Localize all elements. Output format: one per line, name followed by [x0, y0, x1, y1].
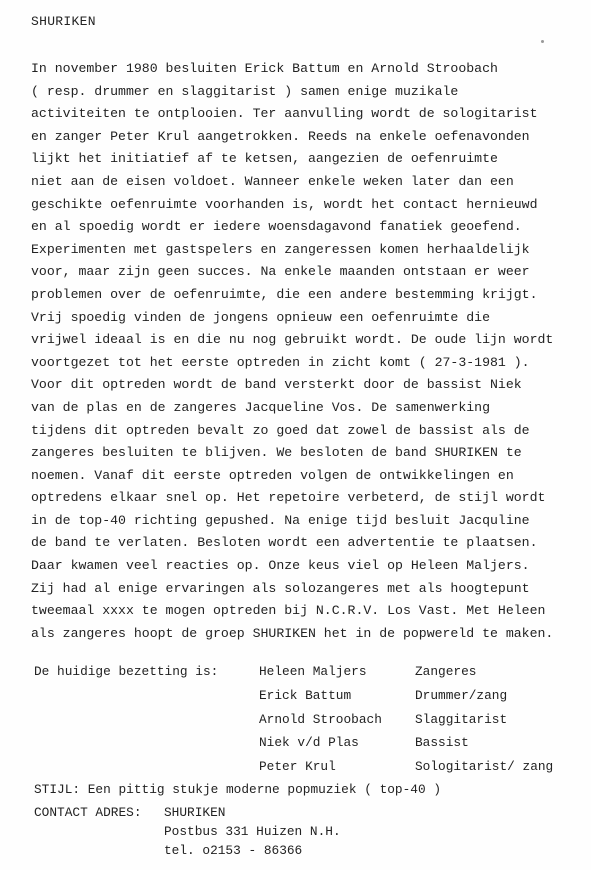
lineup-row: [34, 759, 574, 783]
body-line: van de plas en de zangeres Jacqueline Vos. De samenwerking: [31, 399, 490, 415]
member-name: Arnold Stroobach: [259, 711, 382, 727]
lineup-row: [34, 712, 574, 736]
lineup-row: [34, 664, 574, 688]
body-line: Voor dit optreden wordt de band versterkt door de bassist Niek: [31, 377, 522, 393]
body-line: vrijwel ideaal is en die nu nog gebruikt wordt. De oude lijn wordt: [31, 332, 554, 348]
member-name: Peter Krul: [259, 759, 336, 775]
member-role: Zangeres: [415, 664, 477, 679]
body-line: zangeres besluiten te blijven. We besloten de band SHURIKEN te: [31, 445, 522, 461]
body-line: tweemaal xxxx te mogen optreden bij N.C.R.V. Los Vast. Met Heleen: [31, 603, 546, 619]
body-line: voortgezet tot het eerste optreden in zicht komt ( 27-3-1981 ).: [31, 354, 530, 370]
body-line: lijkt het initiatief af te ketsen, aangezien de oefenruimte: [31, 151, 498, 167]
body-line: Experimenten met gastspelers en zangeressen komen herhaaldelijk: [31, 241, 530, 257]
body-line: optredens elkaar snel op. Het repetoire verbeterd, de stijl wordt: [31, 490, 546, 506]
member-role: Drummer/zang: [415, 687, 508, 703]
contact-line: tel. o2153 - 86366: [164, 843, 303, 858]
body-line: voor, maar zijn geen succes. Na enkele maanden ontstaan er weer: [31, 264, 530, 280]
lineup-intro: De huidige bezetting is:: [34, 664, 219, 679]
body-line: geschikte oefenruimte voorhanden is, wordt het contact hernieuwd: [31, 196, 538, 212]
lineup-row: [34, 688, 574, 712]
member-role: Bassist: [415, 735, 469, 751]
body-line: Vrij spoedig vinden de jongens opnieuw een oefenruimte die: [31, 309, 490, 325]
body-line: in de top-40 richting gepushed. Na enige tijd besluit Jacquline: [31, 512, 530, 528]
body-line: als zangeres hoopt de groep SHURIKEN het in de popwereld te maken.: [31, 625, 554, 641]
member-name: Niek v/d Plas: [259, 735, 359, 751]
body-line: ( resp. drummer en slaggitarist ) samen enige muzikale: [31, 83, 459, 99]
body-line: tijdens dit optreden bevalt zo goed dat zowel de bassist als de: [31, 422, 530, 438]
lineup-section: [34, 664, 574, 783]
body-line: niet aan de eisen voldoet. Wanneer enkele weken later dan een: [31, 173, 514, 189]
member-name: Erick Battum: [259, 687, 352, 703]
body-line: noemen. Vanaf dit eerste optreden volgen de ontwikkelingen en: [31, 467, 514, 483]
body-line: activiteiten te ontplooien. Ter aanvulling wordt de sologitarist: [31, 106, 538, 122]
body-paragraph: [31, 58, 576, 645]
body-line: Zij had al enige ervaringen als solozangeres met als hoogtepunt: [31, 580, 530, 596]
scan-speck: [541, 40, 544, 43]
lineup-row: [34, 735, 574, 759]
body-line: Daar kwamen veel reacties op. Onze keus viel op Heleen Maljers.: [31, 558, 530, 574]
body-line: In november 1980 besluiten Erick Battum en Arnold Stroobach: [31, 61, 498, 76]
member-role: Sologitarist/ zang: [415, 759, 554, 775]
body-line: en zanger Peter Krul aangetrokken. Reeds na enkele oefenavonden: [31, 128, 530, 144]
contact-label: CONTACT ADRES:: [34, 805, 142, 820]
body-line: en al spoedig wordt er iedere woensdagavond fanatiek geoefend.: [31, 219, 522, 235]
style-description: STIJL: Een pittig stukje moderne popmuziek ( top-40 ): [34, 782, 442, 797]
member-name: Heleen Maljers: [259, 664, 367, 679]
contact-line: SHURIKEN: [164, 805, 226, 820]
contact-line: Postbus 331 Huizen N.H.: [164, 824, 341, 839]
member-role: Slaggitarist: [415, 711, 508, 727]
document-title: SHURIKEN: [31, 14, 96, 29]
body-line: problemen over de oefenruimte, die een andere bestemming krijgt.: [31, 286, 538, 302]
body-line: de band te verlaten. Besloten wordt een advertentie te plaatsen.: [31, 535, 538, 551]
